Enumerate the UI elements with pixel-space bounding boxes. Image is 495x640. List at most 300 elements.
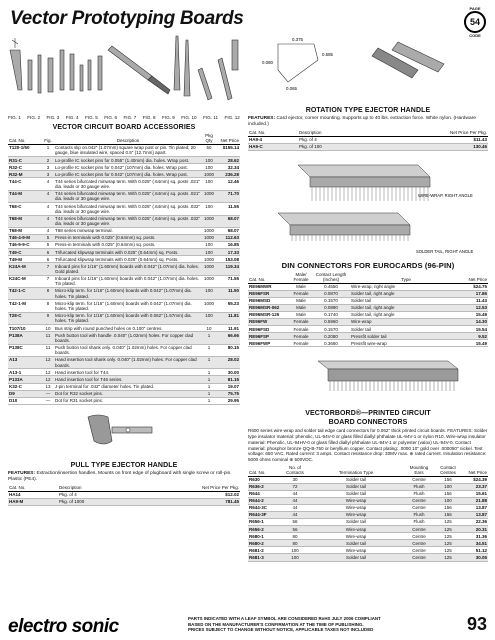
features-label: FEATURES: [8,470,36,476]
dim-label: 0.065 [286,86,297,91]
table-cell: T49-C [8,249,42,256]
rotation-handle-table [248,130,488,151]
table-cell: P138C [8,344,42,356]
table-cell: 1000 [202,275,216,287]
table-cell: 1 [202,332,216,344]
din-connector-illustration [248,157,488,257]
table-cell: 44 [282,497,308,504]
vectorbord-row [248,533,488,540]
vectorbord-row [248,483,488,490]
table-cell: Push button tool with handle .0.040" (1.02mm) holes. For copper clad boards. [54,332,202,344]
table-cell: Wire-wrap [350,319,462,326]
accessories-body [8,144,240,404]
table-cell: 29.95 [216,397,240,404]
table-cell: Wire-wrap [308,533,404,540]
table-cell: RE96MWR [248,283,290,290]
dim-label: 0.080 [262,60,273,65]
footer-line: PARTS INDICATED WITH A LEAF SYMBOL ARE CONSIDERED RoHS JULY 2006 COMPLIANT [188,616,381,621]
table-cell: HA14 [8,491,58,498]
rotation-handle-drawing [248,30,488,103]
pull-handle-row [8,491,240,498]
rotation-handle-body [248,136,488,150]
pull-handle-row [8,498,240,505]
table-cell: Dot for R32 socket pins. [54,390,202,397]
table-cell: Pkg. of 4 [298,136,372,143]
table-cell: 30.00 [216,369,240,376]
col-header: Net Price [462,272,488,283]
accessory-row [8,390,240,397]
accessory-row [8,325,240,332]
table-cell: R31-C [8,157,42,164]
page-title: Vector Prototyping Boards [10,8,244,29]
table-cell: T42-1-C [8,288,42,300]
table-cell: Wire-wrap [308,511,404,518]
table-cell: P133A [8,376,42,383]
accessory-row [8,369,240,376]
table-cell: 0.0890 [312,304,350,311]
table-cell: Flush [404,511,434,518]
table-cell: Pkg. of 4 [58,491,133,498]
table-cell: Male [290,297,312,304]
fig-label: FIG. 11 [203,115,219,120]
accessories-drawing [8,30,240,120]
din-row [248,340,488,347]
table-cell: 153.08 [216,256,240,263]
accessory-row [8,227,240,234]
table-cell: 2 [42,157,54,164]
table-cell: 156 [434,476,462,483]
edge-connector-illustration [248,355,488,401]
fig-label: FIG. 4 [65,115,79,120]
accessories-illustration [8,30,240,108]
table-cell: 1000 [203,256,214,262]
table-cell: 100 [202,157,216,164]
table-cell: 15.49 [462,340,488,347]
table-cell: 1 [202,356,216,368]
table-cell: 11.55 [216,203,240,215]
table-cell: 56 [282,526,308,533]
table-cell: 0.5960 [312,319,350,326]
vectorbord-header-row [248,465,488,476]
table-cell: 71.55 [216,275,240,287]
col-header: Contact Centres [434,465,462,476]
table-cell: 11.81 [216,312,240,324]
col-header: Description [58,485,133,491]
footer-note [188,616,454,633]
footer-line: PRICES SUBJECT TO CHANGE WITHOUT NOTICE, APPLICABLE TAXES NOT INCLUDED [188,627,374,632]
accessory-row [8,256,240,263]
table-cell: Pkg. of 100 [298,143,372,150]
table-cell: D9 [8,390,42,397]
table-cell: R644 [248,490,282,497]
table-cell: Solder tail, right angle [350,312,462,319]
table-cell: R644-2 [248,497,282,504]
accessory-row [8,157,240,164]
col-header: Cat. No. [248,272,290,283]
accessory-row [8,242,240,249]
table-cell: Female [290,319,312,326]
rotation-handle-illustration [248,30,488,98]
table-cell: T44 series bifurcated minwrap term. With 0.025" (.64mm) sq. posts .032" dia. leads or 30 gauge wire. [55,215,200,227]
table-cell: 0.1570 [312,297,350,304]
table-cell: Centre [404,476,434,483]
accessory-row [8,178,240,190]
table-cell: RE96FWP [248,340,290,347]
table-cell: T120-1/50 [8,144,42,156]
table-cell: Male [290,312,312,319]
table-cell: 51.12 [462,547,488,554]
table-cell: Solder tail, right angle [350,304,462,311]
table-cell: HA9-C [248,143,298,150]
table-cell: 16.85 [216,242,240,249]
table-cell: A13 [8,356,42,368]
table-cell: RE96MSD [248,297,290,304]
table-cell: T42-1-M [8,300,42,312]
table-cell: R681-2 [248,547,282,554]
din-drawing [248,157,488,257]
table-cell: Pressfit solder tail [350,333,462,340]
table-cell: 44 [282,490,308,497]
accessory-row [8,203,240,215]
table-cell: 11.43 [462,297,488,304]
table-cell: J-pin terminal for .042" diameter holes. Tin plated. [54,383,202,390]
vectorbord-row [248,526,488,533]
table-cell: 4 [42,203,54,215]
col-header: Mounting Ears [404,465,434,476]
col-header: Cat. No. [248,465,282,476]
din-heading: DIN CONNECTORS FOR EUROCARDS (96-PIN) [281,260,455,270]
table-cell: Female [290,340,312,347]
table-cell: 119.34 [216,263,240,275]
table-cell: 44 [282,511,308,518]
table-cell: 100 [202,288,216,300]
table-cell: 1 [202,376,216,383]
table-cell: Centre [404,554,434,561]
table-cell: Micro-klip term. for 1/16" (1.60mm) boards with 0.062" (1.57mm) dia. holes. Tin plated. [54,312,202,324]
table-cell: Push button tool shank only. 0.040" (1.02mm) holes. For copper clad boards. [54,344,202,356]
rotation-handle-row [248,136,488,143]
fig-label: FIG. 10 [181,115,197,120]
table-cell: Solder tail [308,519,404,526]
table-cell: 6 [42,256,54,263]
table-cell: 100 [202,164,216,171]
table-cell: T28-C [8,312,42,324]
table-cell: 7 [42,263,54,275]
table-cell: 236.28 [216,171,240,178]
table-cell: $12.02 [133,491,240,498]
accessory-row [8,215,240,227]
table-cell: Press-in terminals with 0.025" (0.64mm) sq. posts. [54,234,202,241]
table-cell: A13-1 [8,369,42,376]
table-cell: 10 [42,325,54,332]
table-cell: Trifurcated klipwrap terminals with 0.025" (0.64mm) sq. Posts. [54,256,202,263]
table-cell: Wire-wrap [308,547,404,554]
table-cell: Solder tail [350,326,462,333]
din-caption-a: WIRE-WRAP, RIGHT ANGLE [418,192,473,198]
table-cell: D10 [8,397,42,404]
table-cell: 17.86 [462,290,488,297]
table-cell: Hand insertion tool for T44. [54,369,202,376]
table-cell: 0.4550 [312,283,350,290]
badge-top-label: PAGE [469,6,481,11]
table-cell: Solder tail [308,476,404,483]
table-cell: 68.07 [216,215,240,227]
table-cell: Solder tail [308,483,404,490]
table-cell: 0.2080 [312,333,350,340]
col-header: Cat. No. [8,485,58,491]
table-cell: 11.50 [216,288,240,300]
table-cell: Male [290,304,312,311]
accessories-heading: VECTOR CIRCUIT BOARD ACCESSORIES [52,124,196,131]
table-cell: 22.36 [462,519,488,526]
table-cell: $24.39 [462,476,488,483]
table-cell: Micro-klip term. for 1/16" (1.60mm) boards with 0.042" (1.07mm) dia. holes. Tin plated. [54,288,202,300]
table-cell: 80 [282,540,308,547]
pull-handle-body [8,491,240,505]
din-row [248,333,488,340]
table-cell: 112.63 [216,234,240,241]
features-text: Extraction/insertion handles. Mounts on front edge of plugboard with single screw or roll-pin. Plastic (PE4). [8,470,232,482]
table-cell: R680-2 [248,540,282,547]
table-cell: 100 [434,483,462,490]
table-cell: RE96FW [248,319,290,326]
accessories-table [8,133,240,405]
table-cell: HA9-4 [248,136,298,143]
vectorbord-row [248,540,488,547]
table-cell: 0.1740 [312,312,350,319]
table-cell: 30 [282,476,308,483]
table-cell: 28.62 [216,157,240,164]
table-cell: Wire-wrap [308,526,404,533]
table-cell: 1 [202,344,216,356]
table-cell: RE96FSR [248,290,290,297]
dim-label: 0.375 [292,37,303,42]
table-cell: 31.36 [462,533,488,540]
table-cell: 156 [434,504,462,511]
table-cell: 0.3660 [312,340,350,347]
col-header: Cat. No. [8,133,42,144]
table-cell: 80 [282,533,308,540]
table-cell: Solder tail [308,540,404,547]
table-cell: Hand insertion tool shank only. 0.040" (1.02mm) holes. For copper clad boards. [54,356,202,368]
accessory-row [8,332,240,344]
table-cell: 4 [42,190,54,202]
table-cell: 156 [434,511,462,518]
table-cell: T68 series minwrap terminal. [54,227,202,234]
table-cell: 72 [282,483,308,490]
table-cell: 100 [282,547,308,554]
table-cell: 100 [202,242,216,249]
dim-label: 0.585 [322,52,333,57]
accessory-row [8,300,240,312]
col-header: Male/ Female [290,272,312,283]
table-cell: 71.70 [216,190,240,202]
table-cell: 80.15 [216,344,240,356]
table-cell: 1000 [202,190,216,202]
accessory-row [8,383,240,390]
din-header-row [248,272,488,283]
table-cell: Inboard pins for 1/16" (1.60mm) boards with 0.042" (1.07mm) dia. holes. Gold plated. [54,263,202,275]
fig-label: FIG. 7 [123,115,137,120]
table-cell: 3 [42,164,54,171]
table-cell: Solder tail [350,297,462,304]
table-cell: R680-1 [248,533,282,540]
table-cell: 100 [202,312,216,324]
table-cell: HA9-M [8,498,58,505]
table-cell: $24.75 [462,283,488,290]
table-cell: Dot for R31 socket pins. [54,397,202,404]
table-cell: Solder tail, right angle [350,290,462,297]
col-header: Net Price Per Pkg. [372,130,488,136]
col-header: Cat. No. [248,130,298,136]
fig-label: FIG. 6 [104,115,118,120]
vectorbord-row [248,504,488,511]
vectorbord-heading-2: BOARD CONNECTORS [328,419,408,427]
accessory-row [8,376,240,383]
table-cell: 1000 [203,171,214,177]
table-cell: 1 [202,390,216,397]
din-row [248,319,488,326]
table-cell: Centre [404,504,434,511]
table-cell: 5 [42,242,54,249]
table-cell: 68.07 [216,227,240,234]
vectorbord-description: R600 series wire-wrap and solder tail edge card connectors for 0.062" thick printed circuit boards. FEATURES: Solder type insulator material: phenolic, UL-94V-0 or glass filled diallyl phthalate UL-94V-1 or nylon R10. Wire-wrap insulator material: Phenolic, UL-94HV-0 or glass filled diallyl phthalate UL-94V-1 or polyester (valox) UL-94V-0. Contact material: phosphor bronze QQ-B-750 or beryllium copper. Contact plating: .0000 10" gold over .000050" nickel. Test voltage: 650 VAC. Rated current: 3 amps. Contact resistance drop: 30MV max. ⊕ rated current. Insulation resistance: 5000 ohms nominal ⊕ 500VDC. [248,428,488,463]
table-cell: T44 series bifurcated minwrap term. With 0.025" (.64mm) sq. posts .021" dia. leads or 30 gauge wire. [55,191,200,202]
table-cell: T68-M [8,227,42,234]
table-cell: 125 [434,519,462,526]
table-cell: T49-M [8,256,42,263]
rotation-handle-row [248,143,488,150]
badge-number: 54 [464,11,486,33]
table-cell: 4 [42,215,54,227]
table-cell: 21.88 [462,497,488,504]
fig-label: FIG. 9 [162,115,175,120]
vectorbord-row [248,476,488,483]
table-cell: 50 [202,144,216,156]
col-header: Net Price [462,465,488,476]
table-cell: 32.34 [216,164,240,171]
table-cell: 12 [42,369,54,376]
table-cell: K24C-M [8,275,42,287]
table-cell: 13.87 [462,504,488,511]
din-row [248,290,488,297]
pull-handle-drawing [8,411,240,458]
table-cell: 125 [434,554,462,561]
table-cell: 13 [42,383,54,390]
table-cell: Female [290,333,312,340]
table-cell: Solder tail [308,554,404,561]
table-cell: — [42,390,54,397]
table-cell: T68-M [8,215,42,227]
accessory-row [8,263,240,275]
table-cell: 12.46 [216,178,240,190]
right-column [248,30,488,562]
accessory-row [8,397,240,404]
vectorbord-heading-1: VECTORBORD®—PRINTED CIRCUIT [305,410,431,418]
table-cell: 17.33 [216,249,240,256]
rotation-handle-heading: ROTATION TYPE EJECTOR HANDLE [305,107,431,114]
table-cell: Solder tail [308,490,404,497]
vectorbord-body [248,476,488,561]
table-cell: 8 [42,300,54,312]
table-cell: 1 [202,369,216,376]
table-cell: 44 [282,504,308,511]
table-cell: R32-C [8,164,42,171]
table-cell: 66.66 [216,332,240,344]
table-cell: 5 [42,234,54,241]
col-header: Fig. [42,133,54,144]
col-header: Contact Length (Inches) [312,272,350,283]
table-cell: Female [290,326,312,333]
table-cell: R681-3 [248,554,282,561]
fig-label: FIG. 2 [27,115,41,120]
din-row [248,304,488,311]
accessory-row [8,190,240,202]
table-cell: 9.52 [462,333,488,340]
page-number: 93 [466,614,487,634]
table-cell: 4 [42,227,54,234]
table-cell: 34.51 [462,540,488,547]
table-cell: Flush [404,483,434,490]
table-cell: T44 series bifurcated minwrap term. With 0.025" (.64mm) sq. posts .021" dia. leads or 30 gauge wire. [55,178,200,190]
table-cell: 15.49 [462,312,488,319]
din-caption-b: SOLDER TAIL, RIGHT ANGLE [416,248,474,254]
table-cell: R656-2 [248,526,282,533]
vectorbord-row [248,511,488,518]
table-cell: 14.30 [462,319,488,326]
table-cell: R644-3C [248,504,282,511]
table-cell: P138A [8,332,42,344]
fig-label: FIG. 1 [8,115,21,120]
table-cell: 13.87 [462,511,488,518]
table-cell: 6 [42,249,54,256]
vectorbord-table [248,465,488,562]
table-cell: R630 [248,476,282,483]
table-cell: RE96FSD [248,326,290,333]
accessories-header-row [8,133,240,144]
table-cell: Female [290,290,312,297]
table-cell: R32-M [8,171,42,178]
table-cell: 100 [202,249,216,256]
table-cell: 11 [42,332,54,344]
table-cell: 1000 [203,228,214,234]
table-cell: Male [290,283,312,290]
table-cell: Wire-wrap [308,504,404,511]
table-cell: 1 [202,397,216,404]
table-cell: K24A-M [8,263,42,275]
table-cell: $11.43 [372,136,488,143]
table-cell: 1000 [202,263,216,275]
figure-labels [8,115,240,120]
vectorbord-row [248,554,488,561]
features-label: FEATURES: [248,116,276,121]
company-logo: electro sonic [8,616,119,637]
table-cell: T44-M [8,190,42,202]
table-cell: 8 [42,288,54,300]
table-cell: Centre [404,533,434,540]
table-cell: 100 [434,497,462,504]
vectorbord-row [248,519,488,526]
table-cell: 10 [202,325,216,332]
table-cell: T68-C [8,203,42,215]
table-cell: 30.05 [462,554,488,561]
col-header: Pkg Qty [202,133,216,144]
table-cell: 75.75 [216,390,240,397]
table-cell: 55.23 [216,300,240,312]
table-cell: 125 [434,540,462,547]
din-row [248,297,488,304]
fig-label: FIG. 5 [85,115,98,120]
